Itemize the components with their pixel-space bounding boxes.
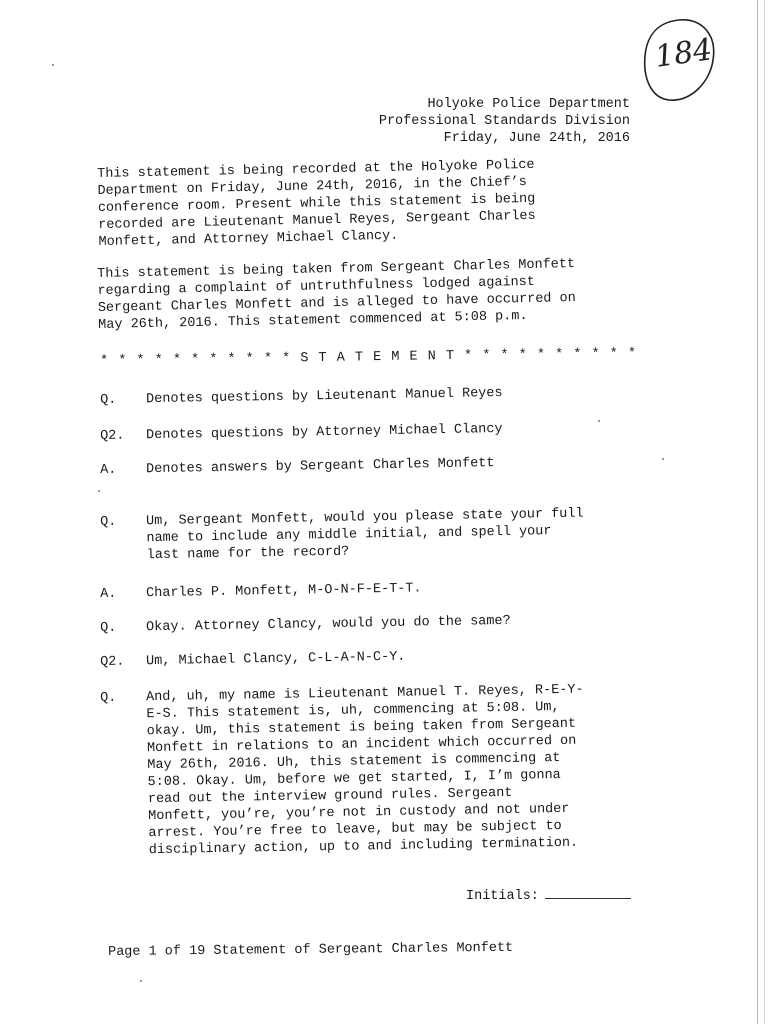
initials-field bbox=[466, 888, 631, 904]
document-header bbox=[379, 96, 630, 147]
legend-row bbox=[100, 383, 640, 408]
legend-row bbox=[100, 419, 640, 444]
intro-paragraph-2: This statement is being taken from Sergeant Charles Monfett regarding a complaint of untruthfulness lodged against Sergeant Charles Monfett and is alleged to have occurred on May 26th, 2016. This statement commenced at 5:08 p.m. bbox=[97, 256, 576, 333]
speaker-label: A. bbox=[100, 586, 117, 602]
handwritten-page-stamp bbox=[641, 16, 719, 104]
speaker-text: Um, Sergeant Monfett, would you please state your full name to include any middle initial, and spell your last name for the record? bbox=[146, 506, 584, 564]
transcript-entry bbox=[100, 645, 640, 670]
speaker-label: Q. bbox=[100, 690, 117, 706]
scan-speck bbox=[598, 420, 600, 422]
speaker-label: Q. bbox=[100, 514, 117, 530]
speaker-text: Okay. Attorney Clancy, would you do the same? bbox=[146, 613, 511, 636]
transcript-entry bbox=[100, 611, 640, 636]
scan-speck bbox=[98, 490, 100, 492]
stamp-number: 184 bbox=[652, 32, 715, 75]
initials-label: Initials: bbox=[466, 889, 539, 904]
legend-row bbox=[100, 453, 640, 478]
legend-label: Q. bbox=[100, 392, 117, 408]
header-department: Holyoke Police Department bbox=[427, 97, 630, 112]
legend-text: Denotes questions by Lieutenant Manuel Reyes bbox=[146, 385, 503, 408]
page-footer: Page 1 of 19 Statement of Sergeant Charles Monfett bbox=[108, 940, 514, 960]
legend-text: Denotes answers by Sergeant Charles Monfett bbox=[146, 456, 495, 478]
scan-speck bbox=[140, 980, 142, 982]
scan-speck bbox=[52, 64, 54, 66]
legend-label: Q2. bbox=[100, 428, 125, 444]
intro-paragraph-1: This statement is being recorded at the Holyoke Police Department on Friday, June 24th, 2016, in the Chief’s conference room. Present while this statement is being recorded are Lieutenant Manuel Reyes, Sergeant Charles Monfett, and Attorney Michael Clancy. bbox=[97, 157, 536, 250]
speaker-label: Q2. bbox=[100, 654, 125, 670]
transcript-entry bbox=[100, 577, 640, 602]
legend-label: A. bbox=[100, 462, 117, 478]
transcript-entry bbox=[100, 505, 640, 564]
initials-blank-line bbox=[545, 888, 631, 899]
speaker-text: And, uh, my name is Lieutenant Manuel T. Reyes, R-E-Y- E-S. This statement is, uh, commencing at 5:08. Um, okay. Um, this statement is being taken from Sergeant Monfett in relations to an incident which occurred on May 26th, 2016. Uh, this statement is commencing at 5:08. Okay. Um, before we get started, I, I’m gonna read out the interview ground rules. Sergeant Monfett, you’re, you’re not in custody and not under arrest. You’re free to leave, but may be subject to disciplinary action, up to and including termination. bbox=[146, 682, 584, 859]
transcript-entry bbox=[100, 681, 640, 859]
header-date: Friday, June 24th, 2016 bbox=[443, 131, 630, 146]
page-edge-line bbox=[757, 0, 758, 1024]
scan-speck bbox=[662, 458, 664, 460]
speaker-text: Um, Michael Clancy, C-L-A-N-C-Y. bbox=[146, 649, 406, 670]
header-division: Professional Standards Division bbox=[378, 114, 630, 129]
page-edge-line-outer bbox=[764, 0, 765, 1024]
speaker-text: Charles P. Monfett, M-O-N-F-E-T-T. bbox=[146, 581, 422, 602]
statement-divider: * * * * * * * * * * * S T A T E M E N T * * * * * * * * * * bbox=[100, 346, 638, 369]
speaker-label: Q. bbox=[100, 620, 117, 636]
legend-text: Denotes questions by Attorney Michael Clancy bbox=[146, 421, 503, 444]
